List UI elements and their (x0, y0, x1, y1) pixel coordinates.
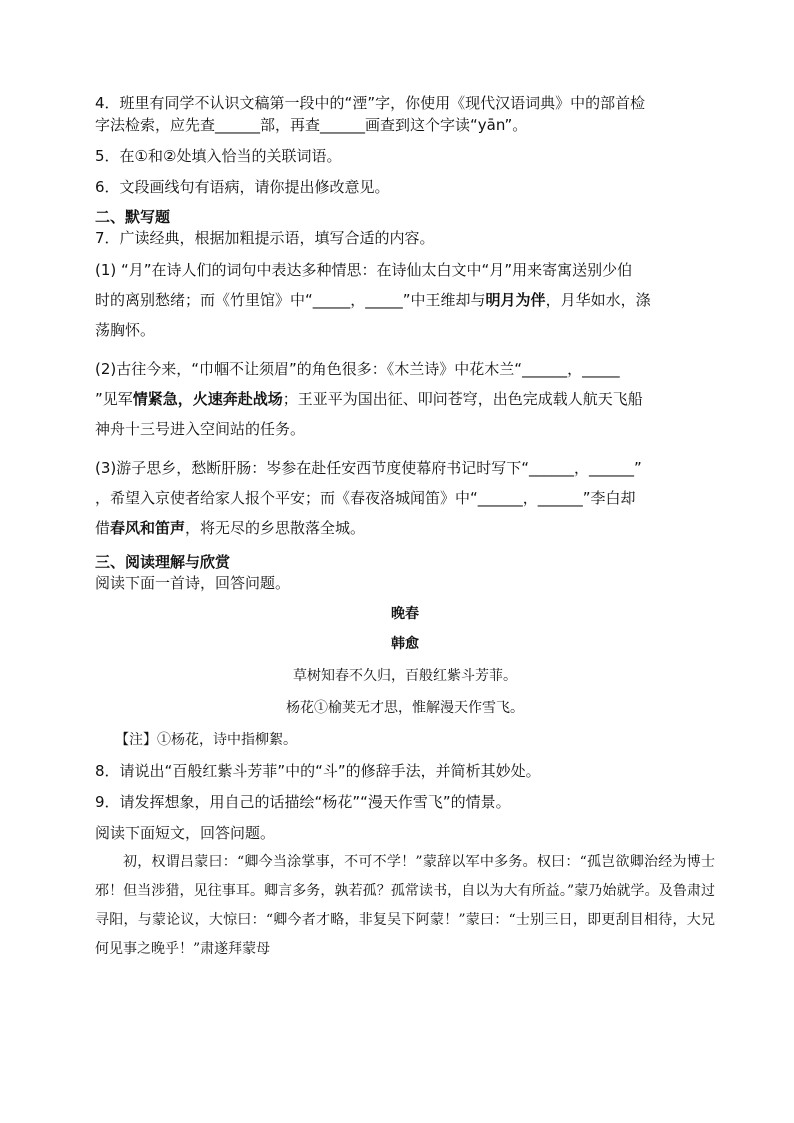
part-2-line-1: (2)古往今来，“巾帼不让须眉”的角色很多：《木兰诗》中花木兰“______，_____ (95, 360, 620, 378)
part-2-line-2-text-a: ”见军 (95, 390, 133, 408)
question-5: 5．在①和②处填入恰当的关联词语。 (95, 147, 342, 165)
poem-note: 【注】①杨花，诗中指柳絮。 (115, 732, 297, 748)
poem-intro: 阅读下面一首诗，回答问题。 (95, 574, 291, 592)
part-1-line-1: (1) “月”在诗人们的词句中表达多种情思：在诗仙太白文中“月”用来寄寓送别少伯 (95, 261, 633, 279)
part-2-line-2 (95, 384, 715, 414)
part-1-line-2 (95, 285, 715, 315)
question-9: 9．请发挥想象，用自己的话描绘“杨花”“漫天作雪飞”的情景。 (95, 793, 511, 811)
question-6: 6．文段画线句有语病，请你提出修改意见。 (95, 178, 390, 196)
part-3-bold-hint: 春风和笛声 (110, 519, 186, 537)
poem-block (95, 604, 715, 750)
part-3-line-1: (3)游子思乡，愁断肝肠：岑参在赴任安西节度使幕府书记时写下“______，______” (95, 459, 642, 477)
question-4 (95, 92, 715, 136)
classical-intro: 阅读下面短文，回答问题。 (95, 824, 276, 842)
question-7-part-2 (95, 354, 715, 444)
question-7-part-1 (95, 255, 715, 345)
part-2-bold-hint: 情紧急，火速奔赴战场 (132, 390, 283, 408)
part-3-line-2: ，希望入京使者给家人报个平安；而《春夜洛城闻笛》中“______，______”李白却 (95, 489, 636, 507)
question-4-line-1: 4．班里有同学不认识文稿第一段中的“湮”字，你使用《现代汉语词典》中的部首检 (95, 94, 646, 112)
part-3-line-3-text-a: 借 (95, 519, 111, 537)
poem-author: 韩愈 (391, 636, 419, 652)
poem-line-2: 杨花①榆荚无才思，惟解漫天作雪飞。 (286, 700, 524, 716)
question-4-line-2: 字法检索，应先查______部，再查______画查到这个字读“yān”。 (95, 116, 528, 134)
part-2-line-2-text-b: ；王亚平为国出征、叩问苍穹，出色完成载人航天飞船 (282, 390, 643, 408)
part-1-bold-hint: 明月为伴 (485, 291, 546, 309)
part-1-line-3: 荡胸怀。 (95, 321, 156, 339)
classical-passage: 初，权谓吕蒙曰：“卿今当涂掌事，不可不学！”蒙辞以军中多务。权曰：“孤岂欲卿治经为博士邪！但当涉猎，见往事耳。卿言多务，孰若孤？孤常读书，自以为大有所益。”蒙乃始就学。及鲁肃过寻阳，与蒙论议，大惊曰：“卿今者才略，非复吴下阿蒙！”蒙曰：“士别三日，即更刮目相待，大兄何见事之晚乎！”肃遂拜蒙母 (95, 854, 715, 957)
question-8: 8．请说出“百般红紫斗芳菲”中的“斗”的修辞手法，并简析其妙处。 (95, 762, 541, 780)
part-1-line-2-text-a: 时的离别愁绪；而《竹里馆》中“_____，_____”中王维却与 (95, 291, 486, 309)
part-3-line-3 (95, 513, 715, 543)
poem-line-1: 草树知春不久归，百般红紫斗芳菲。 (293, 668, 517, 684)
document-page (95, 92, 715, 964)
part-3-line-3-text-b: ，将无尽的乡思散落全城。 (185, 519, 366, 537)
poem-title: 晚春 (391, 606, 419, 622)
question-7: 7．广读经典，根据加粗提示语，填写合适的内容。 (95, 229, 435, 247)
section-3-heading: 三、阅读理解与欣赏 (95, 553, 231, 571)
part-2-line-3: 神舟十三号进入空间站的任务。 (95, 420, 306, 438)
question-7-part-3 (95, 453, 715, 543)
section-2-heading: 二、默写题 (95, 208, 171, 226)
part-1-line-2-text-b: ，月华如水，涤 (545, 291, 651, 309)
